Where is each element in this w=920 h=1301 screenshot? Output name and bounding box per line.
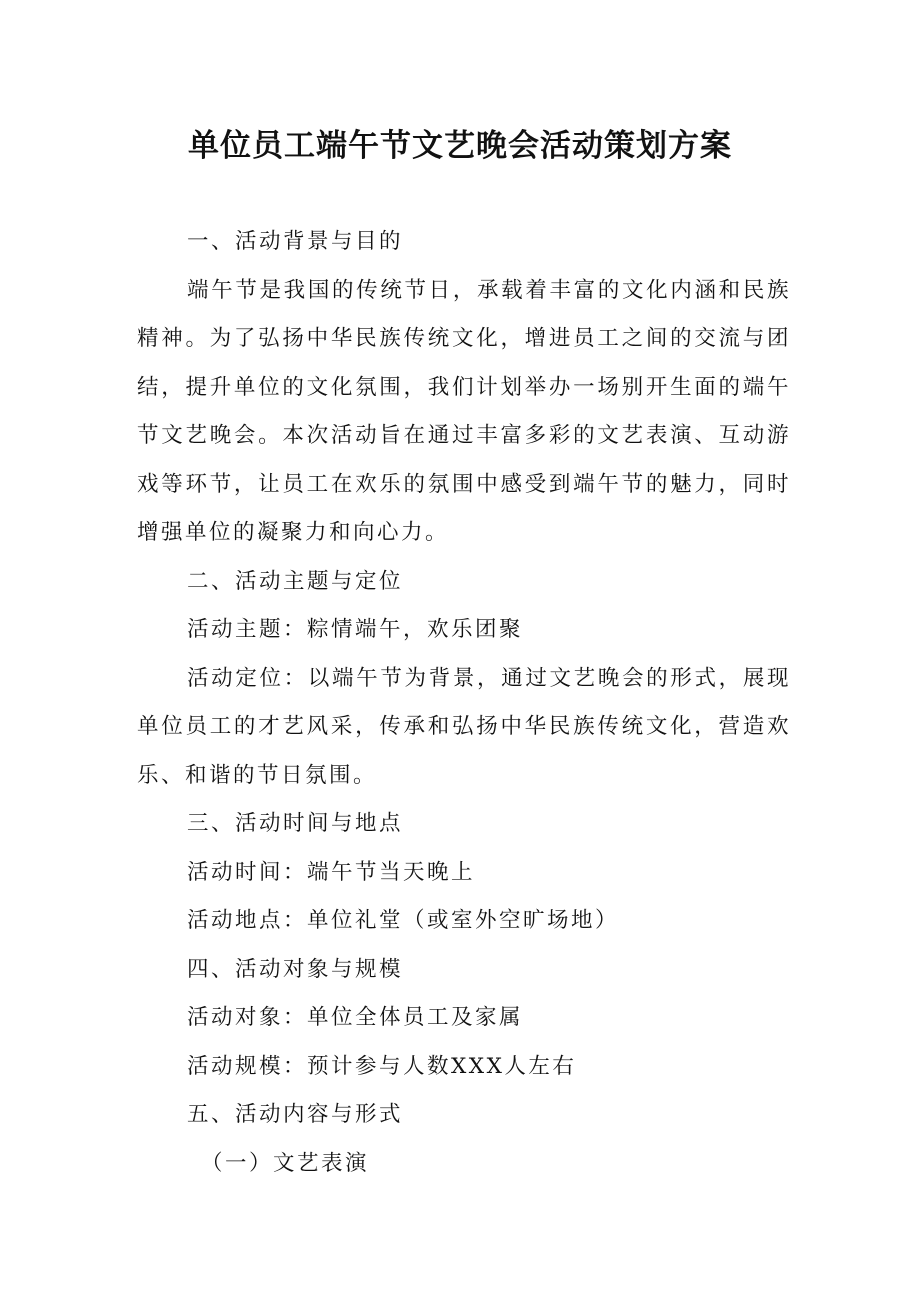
paragraph-audience: 活动对象：单位全体员工及家属 xyxy=(187,1005,524,1030)
section-heading-audience: 四、活动对象与规模 xyxy=(187,956,404,982)
section-heading-theme: 二、活动主题与定位 xyxy=(187,568,404,594)
document-body xyxy=(137,218,791,1188)
paragraph-time: 活动时间：端午节当天晚上 xyxy=(187,859,476,885)
paragraph-scale: 活动规模：预计参与人数XXX人左右 xyxy=(187,1053,577,1079)
section-heading-content: 五、活动内容与形式 xyxy=(187,1102,404,1127)
document-title: 单位员工端午节文艺晚会活动策划方案 xyxy=(188,128,732,164)
subsection-heading-performance: （一）文艺表演 xyxy=(201,1150,370,1176)
section-heading-time-place: 三、活动时间与地点 xyxy=(187,811,404,836)
paragraph-place: 活动地点：单位礼堂（或室外空旷场地） xyxy=(187,908,620,933)
paragraph-background: 端午节是我国的传统节日，承载着丰富的文化内涵和民族精神。为了弘扬中华民族传统文化，增进员工之间的交流与团结，提升单位的文化氛围，我们计划举办一场别开生面的端午节文艺晚会。本次活动旨在通过丰富多彩的文艺表演、互动游戏等环节，让员工在欢乐的氛围中感受到端午节的魅力，同时增强单位的凝聚力和向心力。 xyxy=(137,277,791,545)
paragraph-positioning: 活动定位：以端午节为背景，通过文艺晚会的形式，展现单位员工的才艺风采，传承和弘扬中华民族传统文化，营造欢乐、和谐的节日氛围。 xyxy=(137,665,791,788)
paragraph-theme: 活动主题：粽情端午，欢乐团聚 xyxy=(187,617,524,642)
section-heading-background: 一、活动背景与目的 xyxy=(187,229,404,254)
